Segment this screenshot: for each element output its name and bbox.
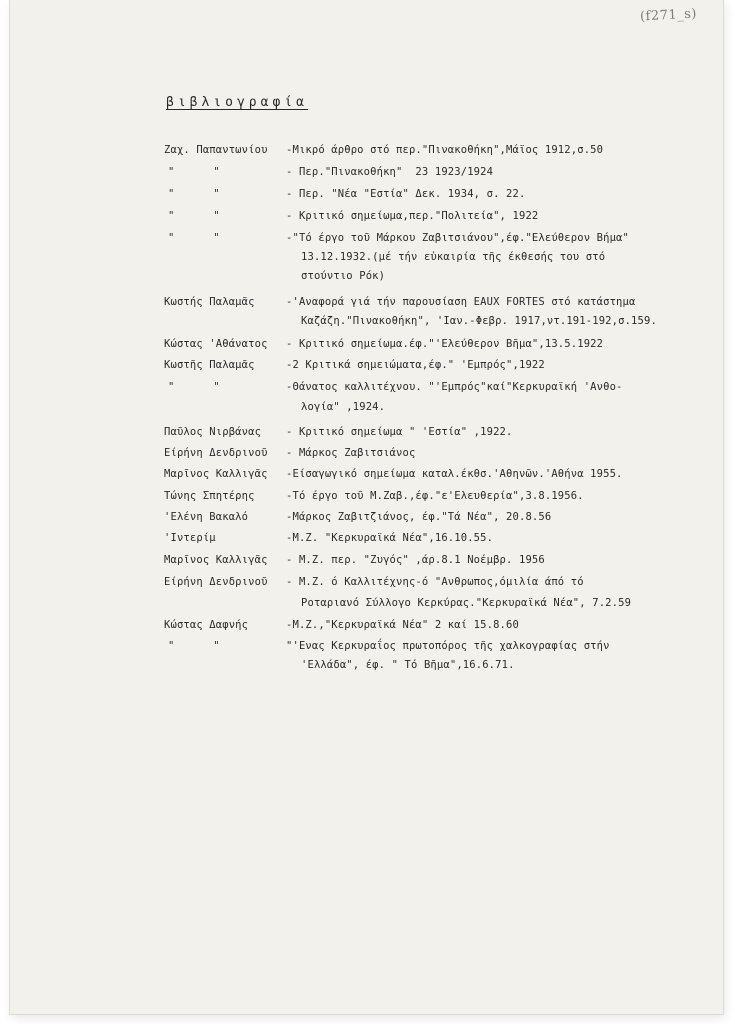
entry-continuation: 'Ελλάδα", έφ. " Τό Βῆμα",16.6.71. [301, 659, 515, 671]
entry-author: Κώστας 'Αθάνατος [164, 338, 268, 350]
entry-text: -Θάνατος καλλιτέχνου. "'Εμπρός"καί"Κερκυραϊκή 'Ανθο- [286, 381, 623, 393]
entry-text: -Είσαγωγικό σημείωμα καταλ.έκθσ.'Αθηνῶν.'Αθήνα 1955. [286, 468, 623, 480]
entry-text: -Τό έργο τοῦ Μ.Ζαβ.,έφ."ε'Ελευθερία",3.8.1956. [286, 490, 584, 502]
entry-author: Είρήνη Δενδρινοῦ [164, 447, 268, 459]
entry-text: - Κριτικό σημείωμα " 'Εστία" ,1922. [286, 426, 513, 438]
entry-author: 'Ιντερίμ [164, 532, 216, 544]
entry-text: -Μ.Ζ.,"Κερκυραϊκά Νέα" 2 καί 15.8.60 [286, 619, 519, 631]
entry-text: - Κριτικό σημείωμα.έφ."'Ελεύθερον Βῆμα",13.5.1922 [286, 338, 604, 350]
entry-continuation: Καζάζη."Πινακοθήκη", 'Ιαν.-Φεβρ. 1917,ντ.191-192,σ.159. [301, 315, 657, 327]
entry-author: Τώνης Σπητέρης [164, 490, 255, 502]
entry-continuation: Ροταριανό Σύλλογο Κερκύρας."Κερκυραϊκά Νέα", 7.2.59 [301, 597, 632, 609]
entry-author: Κωστῆς Παλαμᾶς [164, 359, 255, 371]
entry-text: -Μ.Ζ. "Κερκυραϊκά Νέα",16.10.55. [286, 532, 494, 544]
entry-author: Παῦλος Νιρβάνας [164, 426, 262, 438]
entry-author: Μαρῖνος Καλλιγᾶς [164, 468, 268, 480]
entry-author: Μαρῖνος Καλλιγᾶς [164, 554, 268, 566]
entry-text: - Μ.Ζ. ό Καλλιτέχνης-ό "Ανθρωπος,όμιλία άπό τό [286, 576, 584, 588]
entry-text: "'Ενας Κερκυραΐος πρωτοπόρος τῆς χαλκογραφίας στήν [286, 640, 610, 652]
entry-text: -Μάρκος Ζαβιτζιάνος, έφ."Τά Νέα", 20.8.56 [286, 511, 552, 523]
entry-text: -"Τό έργο τοῦ Μάρκου Ζαβιτσιάνου",έφ."Ελεύθερον Βήμα" [286, 232, 629, 244]
entry-text: -Μικρό άρθρο στό περ."Πινακοθήκη",Μάϊος 1912,σ.50 [286, 144, 604, 156]
ditto-mark: " " [168, 640, 220, 652]
entry-text: - Μάρκος Ζαβιτσιάνος [286, 447, 416, 459]
entry-continuation: 13.12.1932.(μέ τήν εὐκαιρία τῆς έκθεσής του στό [301, 251, 606, 263]
entry-text: - Περ. "Νέα "Εστία" Δεκ. 1934, σ. 22. [286, 188, 526, 200]
document-page [10, 0, 723, 1014]
ditto-mark: " " [168, 210, 220, 222]
entry-author: 'Ελένη Βακαλό [164, 511, 249, 523]
archive-reference-note: (f271_s) [639, 6, 698, 25]
entry-text: - Περ."Πινακοθήκη" 23 1923/1924 [286, 166, 494, 178]
entry-text: - Κριτικό σημείωμα,περ."Πολιτεία", 1922 [286, 210, 539, 222]
ditto-mark: " " [168, 188, 220, 200]
entry-text: -2 Κριτικά σημειώματα,έφ." 'Εμπρός",1922 [286, 359, 545, 371]
ditto-mark: " " [168, 232, 220, 244]
entry-author: Κώστας Δαφνής [164, 619, 249, 631]
entry-author: Ζαχ. Παπαντωνίου [164, 144, 268, 156]
ditto-mark: " " [168, 166, 220, 178]
ditto-mark: " " [168, 381, 220, 393]
entry-author: Είρήνη Δενδρινοῦ [164, 576, 268, 588]
entry-continuation: λογία" ,1924. [301, 401, 386, 413]
entry-author: Κωστής Παλαμᾶς [164, 296, 255, 308]
entry-continuation: στούντιο Ρόκ) [301, 270, 386, 282]
page-title: βιβλιογραφία [166, 95, 308, 110]
entry-text: - Μ.Ζ. περ. "Ζυγός" ,άρ.8.1 Νοέμβρ. 1956 [286, 554, 545, 566]
entry-text: -'Αναφορά γιά τήν παρουσίαση EAUX FORTES στό κατάστημα [286, 296, 636, 308]
